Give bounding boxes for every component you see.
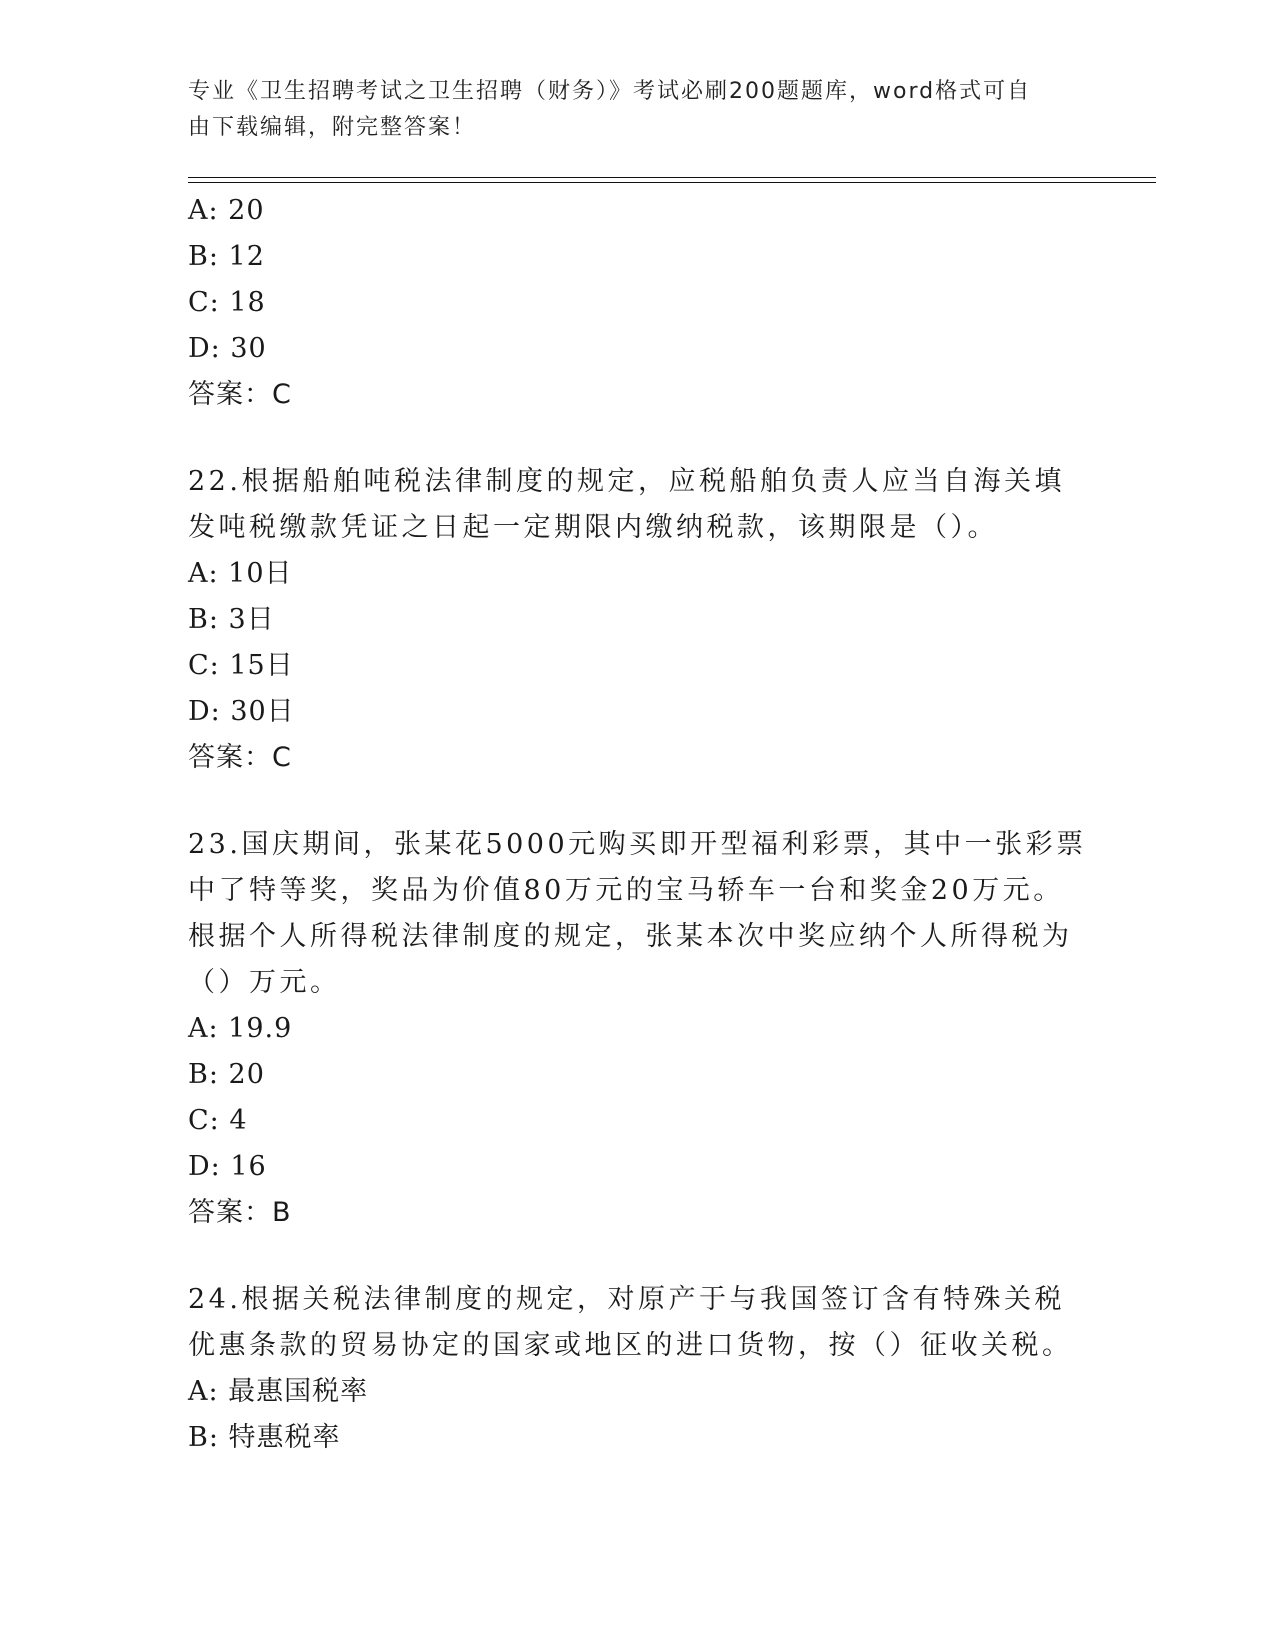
question-block-23 (188, 822, 1088, 1236)
option-c: C: 4 (188, 1105, 248, 1136)
option-d: D: 30 (188, 333, 267, 364)
question-text: 23.国庆期间，张某花5000元购买即开型福利彩票，其中一张彩票中了特等奖，奖品为价值80万元的宝马轿车一台和奖金20万元。根据个人所得税法律制度的规定，张某本次中奖应纳个人所得税为（）万元。 (188, 829, 1087, 998)
option-b: B: 20 (188, 1059, 265, 1090)
header-line-1: 专业《卫生招聘考试之卫生招聘（财务）》考试必刷200题题库，word格式可自 (188, 79, 1032, 104)
question-block-24 (188, 1277, 1088, 1461)
option-b: B: 12 (188, 241, 265, 272)
option-a: A: 20 (188, 195, 265, 226)
question-list (188, 188, 1088, 1461)
option-b: B: 特惠税率 (188, 1422, 341, 1453)
answer-line: 答案：C (188, 379, 292, 410)
option-a: A: 最惠国税率 (188, 1376, 369, 1407)
question-text: 24.根据关税法律制度的规定，对原产于与我国签订含有特殊关税优惠条款的贸易协定的国家或地区的进口货物，按（）征收关税。 (188, 1284, 1073, 1361)
header-divider-top (188, 177, 1156, 178)
answer-line: 答案：B (188, 1197, 292, 1228)
question-block-21 (188, 188, 1088, 418)
answer-line: 答案：C (188, 742, 292, 773)
option-a: A: 19.9 (188, 1013, 293, 1044)
header-divider-bottom (188, 182, 1156, 183)
page-header (188, 74, 1068, 146)
option-d: D: 30日 (188, 696, 295, 727)
header-line-2: 由下载编辑，附完整答案！ (188, 115, 477, 140)
question-text: 22.根据船舶吨税法律制度的规定，应税船舶负责人应当自海关填发吨税缴款凭证之日起一定期限内缴纳税款，该期限是（）。 (188, 466, 1065, 543)
option-c: C: 18 (188, 287, 266, 318)
option-b: B: 3日 (188, 604, 275, 635)
option-a: A: 10日 (188, 558, 293, 589)
option-c: C: 15日 (188, 650, 294, 681)
option-d: D: 16 (188, 1151, 267, 1182)
question-block-22 (188, 459, 1088, 781)
